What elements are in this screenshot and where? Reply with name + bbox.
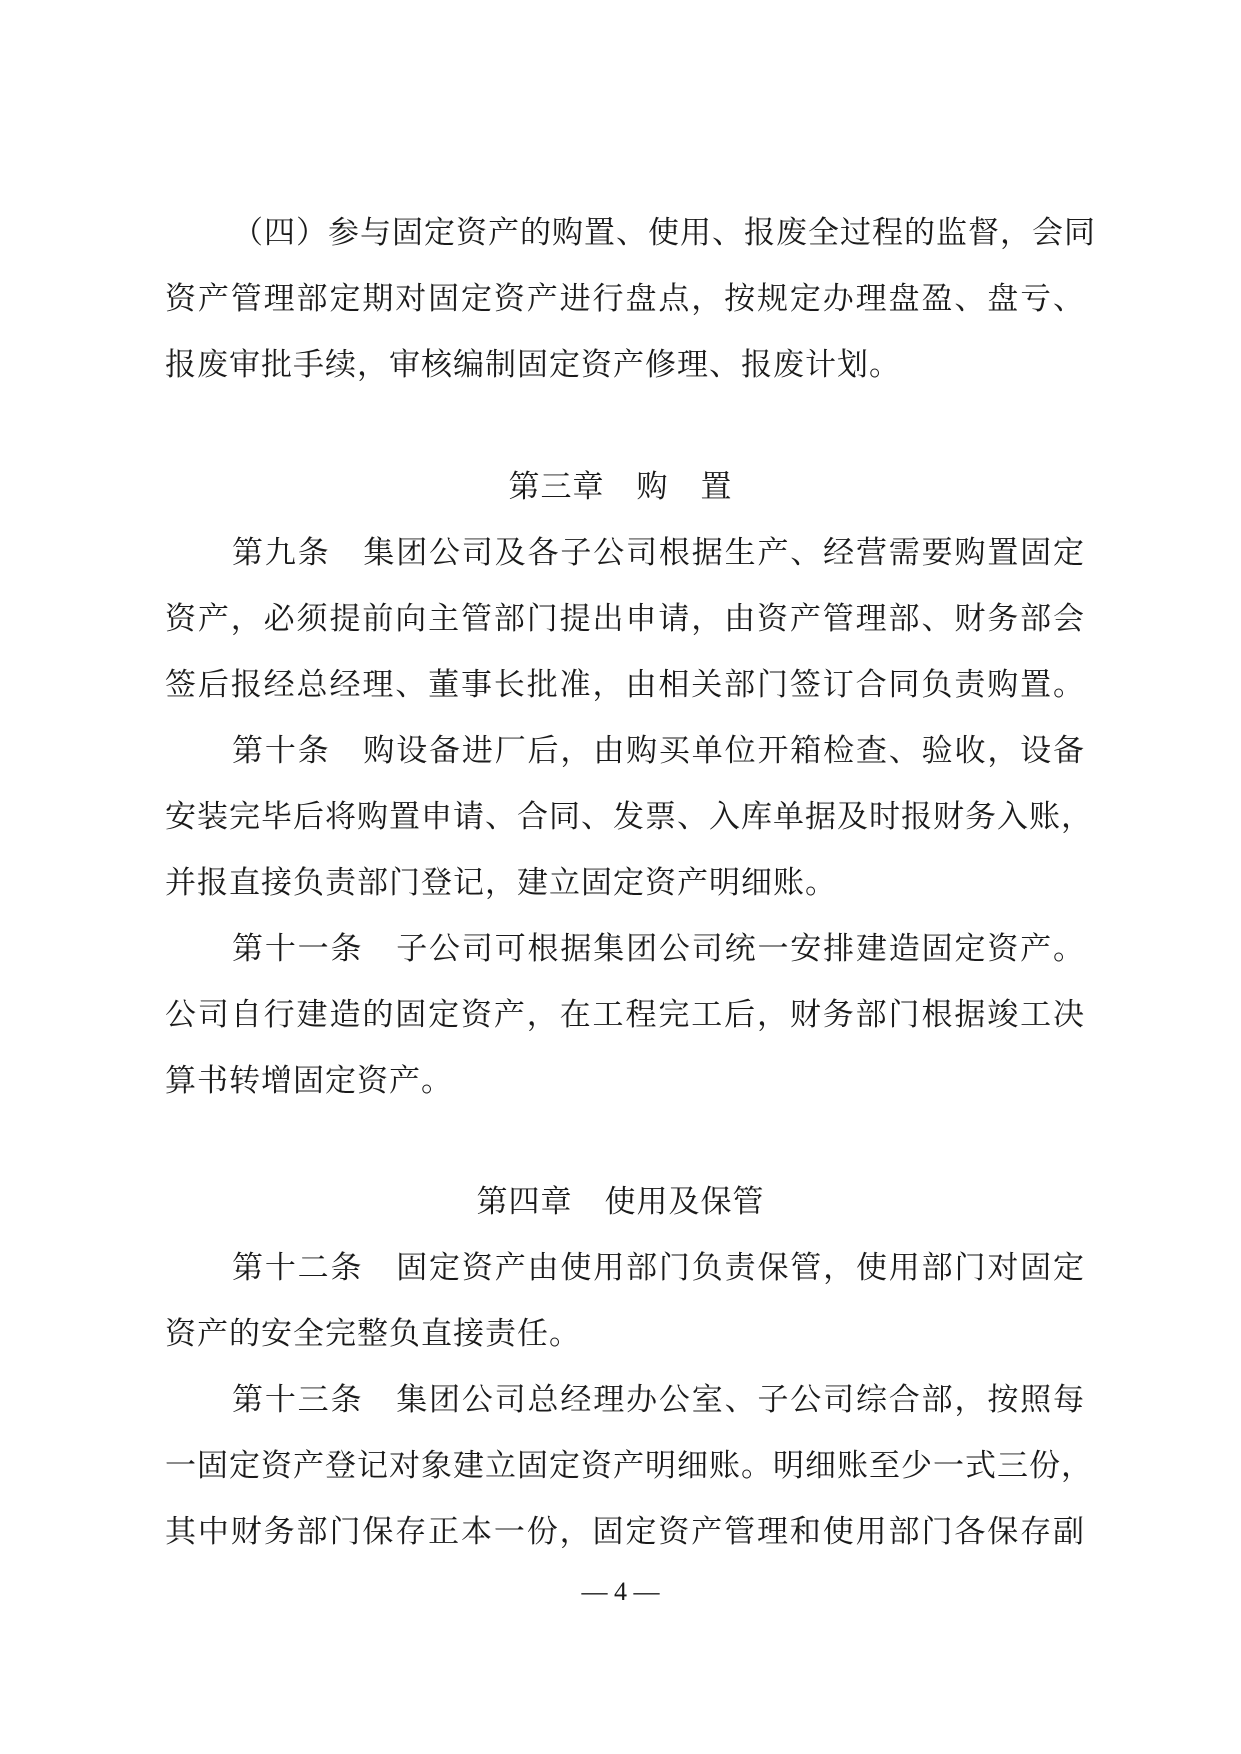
paragraph-line: 资产管理部定期对固定资产进行盘点，按规定办理盘盈、盘亏、 bbox=[165, 281, 1085, 317]
paragraph-line: 第十一条 子公司可根据集团公司统一安排建造固定资产。 bbox=[232, 931, 1085, 967]
paragraph-line: 签后报经总经理、董事长批准，由相关部门签订合同负责购置。 bbox=[165, 667, 1085, 703]
paragraph-line: 一固定资产登记对象建立固定资产明细账。明细账至少一式三份， bbox=[165, 1448, 1093, 1484]
paragraph-line: 第十二条 固定资产由使用部门负责保管，使用部门对固定 bbox=[232, 1250, 1085, 1286]
paragraph-line: 第十三条 集团公司总经理办公室、子公司综合部，按照每 bbox=[232, 1382, 1085, 1418]
chapter-4-heading: 第四章 使用及保管 bbox=[476, 1184, 765, 1220]
paragraph-line: 公司自行建造的固定资产，在工程完工后，财务部门根据竣工决 bbox=[165, 997, 1085, 1033]
paragraph-line: 第九条 集团公司及各子公司根据生产、经营需要购置固定 bbox=[232, 535, 1085, 571]
paragraph-line: 并报直接负责部门登记，建立固定资产明细账。 bbox=[165, 865, 837, 901]
paragraph-line: 其中财务部门保存正本一份，固定资产管理和使用部门各保存副 bbox=[165, 1514, 1085, 1550]
paragraph-line: 报废审批手续，审核编制固定资产修理、报废计划。 bbox=[165, 347, 901, 383]
paragraph-line: 资产，必须提前向主管部门提出申请，由资产管理部、财务部会 bbox=[165, 601, 1085, 637]
chapter-3-heading: 第三章 购 置 bbox=[508, 469, 733, 505]
paragraph-line: 资产的安全完整负直接责任。 bbox=[165, 1316, 581, 1352]
paragraph-line: 算书转增固定资产。 bbox=[165, 1063, 453, 1099]
page-number: — 4 — bbox=[581, 1577, 660, 1606]
paragraph-line: 第十条 购设备进厂后，由购买单位开箱检查、验收，设备 bbox=[232, 733, 1085, 769]
paragraph-line: 安装完毕后将购置申请、合同、发票、入库单据及时报财务入账， bbox=[165, 799, 1093, 835]
paragraph-line: （四）参与固定资产的购置、使用、报废全过程的监督，会同 bbox=[232, 215, 1096, 251]
